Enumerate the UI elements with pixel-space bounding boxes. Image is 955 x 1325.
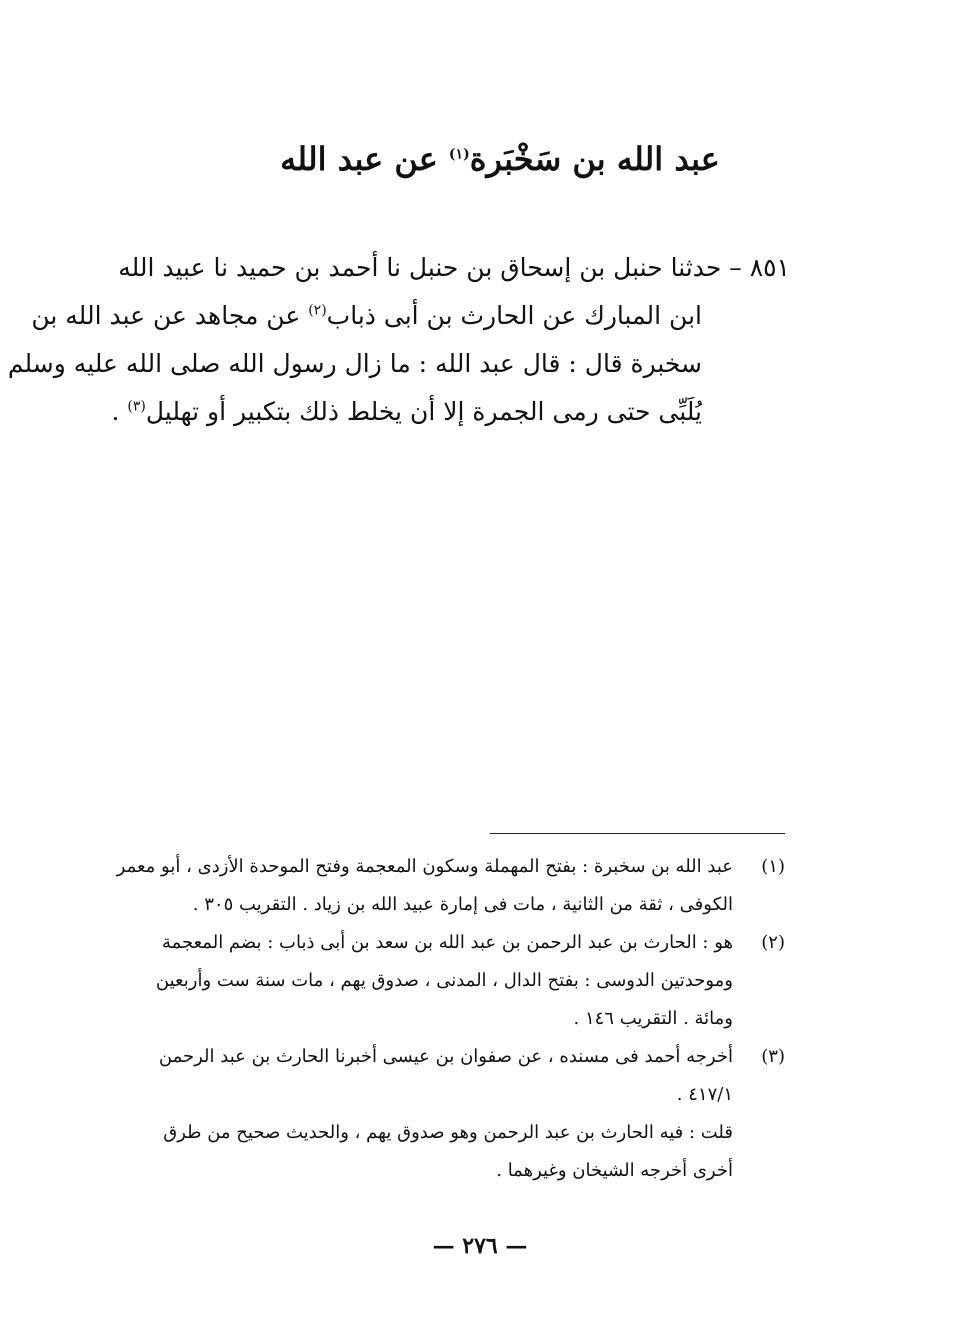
hadith-line-2a: ابن المبارك عن الحارث بن أبى ذباب (326, 301, 702, 330)
hadith-text (7, 244, 790, 436)
title-main: عبد الله بن سَخْبَرة (469, 140, 720, 178)
hadith-line-4b: . (111, 397, 120, 426)
footnote-marker-2: (٢) (308, 302, 327, 319)
hadith-line-2b: عن مجاهد عن عبد الله بن (31, 301, 301, 330)
hadith-line-4a: يُلَبِّى حتى رمى الجمرة إلا أن يخلط ذلك بتكبير أو تهليل (145, 397, 702, 426)
editor-note-line: أخرى أخرجه الشيخان وغيرهما . (496, 1160, 733, 1181)
editor-note-line: قلت : فيه الحارث بن عبد الرحمن وهو صدوق يهم ، والحديث صحيح من طرق (163, 1122, 733, 1143)
footnote-2 (90, 924, 785, 1038)
footnote-line: ٤١٧/١ . (676, 1084, 733, 1105)
hadith-line (31, 292, 790, 340)
hadith-number: ٨٥١ – (729, 253, 790, 282)
footnote-number: (٢) (761, 932, 785, 953)
footnote-line: الكوفى ، ثقة من الثانية ، مات فى إمارة عبيد الله بن زياد . التقريب ٣٠٥ . (192, 894, 733, 915)
footnote-line: ومائة . التقريب ١٤٦ . (573, 1008, 733, 1029)
footnote-line: هو : الحارث بن عبد الرحمن بن عبد الله بن سعد بن أبى ذباب : بضم المعجمة (161, 932, 733, 953)
hadith-line (90, 388, 790, 436)
hadith-line (90, 244, 790, 292)
footnote-body (90, 1038, 733, 1114)
footnote-line: أخرجه أحمد فى مسنده ، عن صفوان بن عيسى أخبرنا الحارث بن عبد الرحمن (158, 1046, 733, 1067)
footnote-number: (١) (761, 856, 785, 877)
footnote-marker-3: (٣) (127, 398, 146, 415)
footnotes (90, 848, 785, 1190)
footnote-1 (90, 848, 785, 924)
footnote-line: عبد الله بن سخبرة : بفتح المهملة وسكون المعجمة وفتح الموحدة الأزدى ، أبو معمر (116, 856, 733, 877)
hadith-line-3: سخبرة قال : قال عبد الله : ما زال رسول الله صلى الله عليه وسلم (7, 349, 702, 378)
title-footnote-marker: (١) (448, 146, 470, 163)
page-number: — ٢٧٦ — (432, 1233, 528, 1259)
hadith-line-1: حدثنا حنبل بن إسحاق بن حنبل نا أحمد بن حميد نا عبيد الله (118, 253, 722, 282)
footnote-divider (490, 833, 785, 834)
footnote-3 (90, 1038, 785, 1114)
editor-note (90, 1114, 785, 1190)
title-rest: عن عبد الله (280, 140, 438, 178)
footnote-body (90, 924, 733, 1038)
footnote-body (90, 848, 733, 924)
footnote-number: (٣) (761, 1046, 785, 1067)
footnote-line: وموحدتين الدوسى : بفتح الدال ، المدنى ، صدوق يهم ، مات سنة ست وأربعين (155, 970, 733, 991)
hadith-line (7, 340, 790, 388)
chapter-title (180, 140, 820, 178)
